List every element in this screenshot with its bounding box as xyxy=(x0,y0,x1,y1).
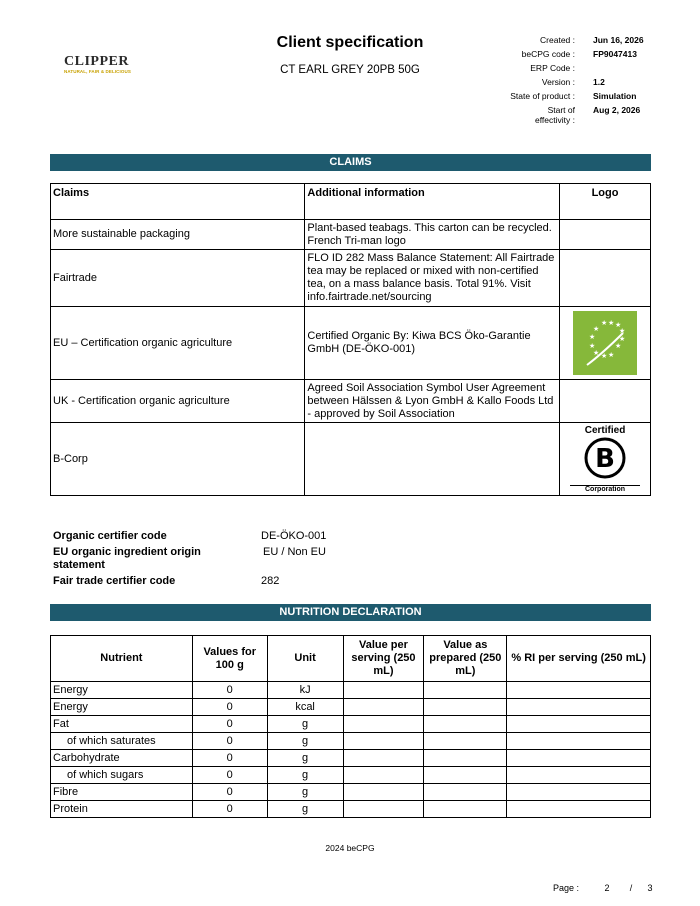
empty-cell xyxy=(507,750,651,767)
info-row xyxy=(53,530,453,543)
page-separator: / xyxy=(629,883,633,893)
meta-block xyxy=(480,35,660,125)
page-title: Client specification xyxy=(276,34,424,51)
info-label: Organic certifier code xyxy=(53,530,167,542)
meta-row-version xyxy=(480,77,660,91)
empty-cell xyxy=(424,699,507,716)
meta-label: Version : xyxy=(541,77,575,87)
value-cell: 0 xyxy=(192,801,267,818)
nutrient-cell: Energy xyxy=(51,699,193,716)
table-row xyxy=(51,250,651,307)
claims-table xyxy=(50,183,651,496)
nutrient-cell: of which saturates xyxy=(51,733,193,750)
empty-cell xyxy=(343,716,424,733)
nutrient-cell: of which sugars xyxy=(51,767,193,784)
nutrient-cell: Fibre xyxy=(51,784,193,801)
info-row xyxy=(53,546,453,572)
meta-value: FP9047413 xyxy=(593,49,637,59)
value-cell: 0 xyxy=(192,784,267,801)
logo-cell xyxy=(560,307,651,380)
table-row xyxy=(51,801,651,818)
info-value: EU / Non EU xyxy=(263,546,326,558)
column-header: Values for 100 g xyxy=(192,636,267,682)
svg-text:★: ★ xyxy=(593,325,600,333)
claim-cell: UK - Certification organic agriculture xyxy=(51,380,305,423)
empty-cell xyxy=(424,733,507,750)
column-header: Unit xyxy=(267,636,343,682)
unit-cell: g xyxy=(267,767,343,784)
logo-cell xyxy=(560,220,651,250)
empty-cell xyxy=(507,682,651,699)
page-number xyxy=(553,883,655,893)
page-label: Page : xyxy=(553,883,580,893)
meta-value: 1.2 xyxy=(593,77,605,87)
empty-cell xyxy=(343,733,424,750)
empty-cell xyxy=(424,750,507,767)
nutrition-table xyxy=(50,635,651,818)
meta-row-effectivity xyxy=(480,105,660,125)
meta-value: Simulation xyxy=(593,91,637,101)
claims-section-header: CLAIMS xyxy=(50,154,651,171)
table-row xyxy=(51,699,651,716)
empty-cell xyxy=(507,716,651,733)
claim-cell: Fairtrade xyxy=(51,250,305,307)
table-row xyxy=(51,767,651,784)
empty-cell xyxy=(424,767,507,784)
table-row xyxy=(51,380,651,423)
table-row xyxy=(51,682,651,699)
eu-organic-leaf-icon xyxy=(573,311,637,375)
empty-cell xyxy=(343,682,424,699)
svg-text:★: ★ xyxy=(608,319,615,327)
logo-cell xyxy=(560,250,651,307)
bcorp-corporation-text: Corporation xyxy=(570,485,640,494)
meta-label: Start of effectivity : xyxy=(535,105,575,125)
value-cell: 0 xyxy=(192,682,267,699)
empty-cell xyxy=(343,750,424,767)
meta-row-state xyxy=(480,91,660,105)
empty-cell xyxy=(507,733,651,750)
svg-text:★: ★ xyxy=(601,352,608,360)
unit-cell: g xyxy=(267,733,343,750)
footer-text: 2024 beCPG xyxy=(325,843,375,853)
meta-label: State of product : xyxy=(510,91,575,101)
meta-label: Created : xyxy=(540,35,575,45)
info-cell: Agreed Soil Association Symbol User Agreement between Hälssen & Lyon GmbH & Kallo Foods Ltd - approved by Soil Association xyxy=(305,380,560,423)
empty-cell xyxy=(507,784,651,801)
certifier-info xyxy=(53,530,453,591)
clipper-logo xyxy=(64,55,138,75)
claim-cell: B-Corp xyxy=(51,423,305,496)
info-value: 282 xyxy=(261,575,280,587)
info-cell: Certified Organic By: Kiwa BCS Öko-Garantie GmbH (DE-ÖKO-001) xyxy=(305,307,560,380)
column-header: % RI per serving (250 mL) xyxy=(507,636,651,682)
info-value: DE-ÖKO-001 xyxy=(261,530,327,542)
svg-text:★: ★ xyxy=(608,351,615,359)
table-row xyxy=(51,220,651,250)
meta-value: Aug 2, 2026 xyxy=(593,105,641,115)
info-cell xyxy=(305,423,560,496)
unit-cell: g xyxy=(267,750,343,767)
value-cell: 0 xyxy=(192,733,267,750)
svg-text:★: ★ xyxy=(619,327,626,335)
meta-label: beCPG code : xyxy=(521,49,575,59)
logo-text: CLIPPER xyxy=(64,54,129,69)
empty-cell xyxy=(424,716,507,733)
unit-cell: g xyxy=(267,801,343,818)
unit-cell: g xyxy=(267,716,343,733)
meta-row-created xyxy=(480,35,660,49)
table-row xyxy=(51,750,651,767)
empty-cell xyxy=(343,801,424,818)
value-cell: 0 xyxy=(192,716,267,733)
table-row xyxy=(51,733,651,750)
logo-tagline: NATURAL, FAIR & DELICIOUS xyxy=(64,69,131,74)
claim-cell: EU – Certification organic agriculture xyxy=(51,307,305,380)
empty-cell xyxy=(507,699,651,716)
table-row xyxy=(51,716,651,733)
svg-text:★: ★ xyxy=(619,335,626,343)
empty-cell xyxy=(507,801,651,818)
column-header: Additional information xyxy=(305,184,560,220)
value-cell: 0 xyxy=(192,750,267,767)
unit-cell: g xyxy=(267,784,343,801)
column-header: Nutrient xyxy=(51,636,193,682)
page-total: 3 xyxy=(647,883,653,893)
info-cell: Plant-based teabags. This carton can be recycled. French Tri-man logo xyxy=(305,220,560,250)
logo-cell xyxy=(560,423,651,496)
info-cell: FLO ID 282 Mass Balance Statement: All Fairtrade tea may be replaced or mixed with non-certified tea, on a mass balance basis. Total 91%. Visit info.fairtrade.net/sourcing xyxy=(305,250,560,307)
svg-text:★: ★ xyxy=(615,321,622,329)
table-row xyxy=(51,784,651,801)
unit-cell: kcal xyxy=(267,699,343,716)
claim-cell: More sustainable packaging xyxy=(51,220,305,250)
table-row xyxy=(51,423,651,496)
page-current: 2 xyxy=(604,883,610,893)
logo-cell xyxy=(560,380,651,423)
nutrient-cell: Protein xyxy=(51,801,193,818)
table-row xyxy=(51,307,651,380)
meta-value: Jun 16, 2026 xyxy=(593,35,644,45)
nutrition-section-header: NUTRITION DECLARATION xyxy=(50,604,651,621)
info-row xyxy=(53,575,453,588)
value-cell: 0 xyxy=(192,767,267,784)
nutrient-cell: Energy xyxy=(51,682,193,699)
meta-row-becpg-code xyxy=(480,49,660,63)
info-label: EU organic ingredient origin statement xyxy=(53,546,201,571)
nutrient-cell: Fat xyxy=(51,716,193,733)
bcorp-letter: B xyxy=(595,443,615,474)
svg-text:★: ★ xyxy=(615,342,622,350)
bcorp-circle xyxy=(572,436,638,480)
info-label: Fair trade certifier code xyxy=(53,575,176,587)
column-header: Claims xyxy=(51,184,305,220)
empty-cell xyxy=(507,767,651,784)
svg-text:★: ★ xyxy=(593,349,600,357)
svg-text:★: ★ xyxy=(589,342,596,350)
unit-cell: kJ xyxy=(267,682,343,699)
meta-label: ERP Code : xyxy=(530,63,575,73)
empty-cell xyxy=(424,784,507,801)
column-header: Logo xyxy=(560,184,651,220)
empty-cell xyxy=(343,784,424,801)
svg-text:★: ★ xyxy=(601,319,608,327)
value-cell: 0 xyxy=(192,699,267,716)
empty-cell xyxy=(424,682,507,699)
claims-header-row xyxy=(51,184,651,220)
nutrition-header-row xyxy=(51,636,651,682)
product-name: CT EARL GREY 20PB 50G xyxy=(280,64,420,76)
bcorp-certified-text: Certified xyxy=(584,424,626,436)
empty-cell xyxy=(343,767,424,784)
svg-text:★: ★ xyxy=(589,333,596,341)
nutrient-cell: Carbohydrate xyxy=(51,750,193,767)
column-header: Value as prepared (250 mL) xyxy=(424,636,507,682)
column-header: Value per serving (250 mL) xyxy=(343,636,424,682)
empty-cell xyxy=(424,801,507,818)
b-corp-icon xyxy=(570,425,640,494)
meta-value xyxy=(575,63,660,77)
meta-row-erp-code xyxy=(480,63,660,77)
empty-cell xyxy=(343,699,424,716)
